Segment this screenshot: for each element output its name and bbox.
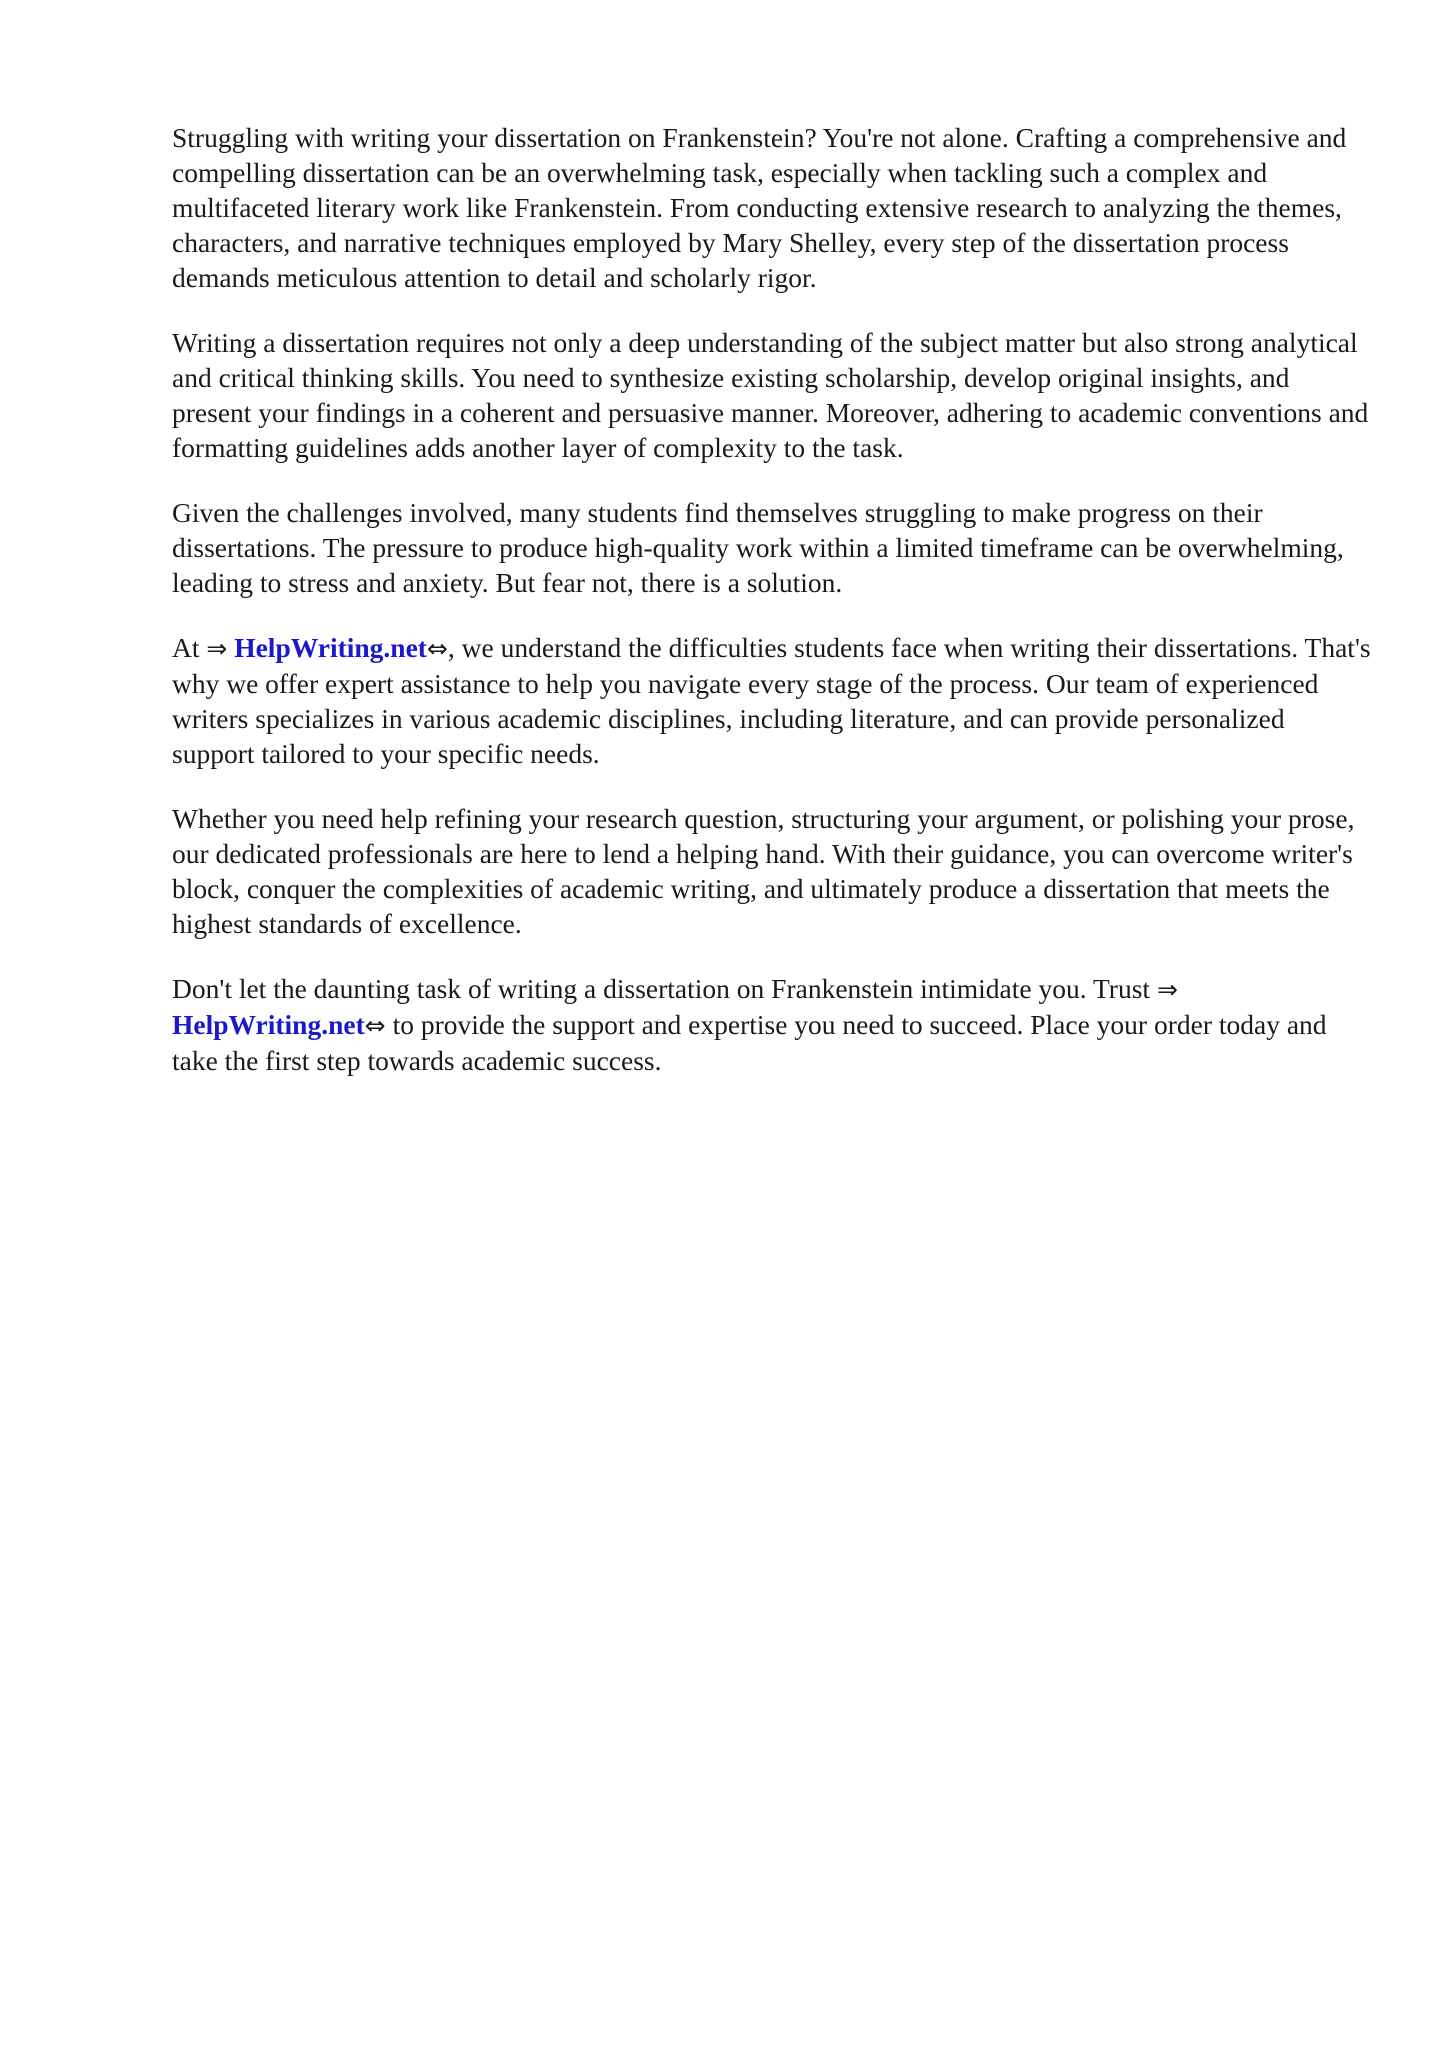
para6-suffix: to provide the support and expertise you need to succeed. Place your order today and take the first step towards academic success. bbox=[172, 1009, 1327, 1076]
paragraph-service bbox=[172, 630, 1372, 771]
right-arrow-icon: ⇒ bbox=[1156, 975, 1178, 1004]
helpwriting-link[interactable]: HelpWriting.net bbox=[234, 632, 427, 663]
left-right-arrow-icon: ⇔ bbox=[426, 634, 448, 663]
document-page bbox=[172, 120, 1372, 1108]
paragraph-requirements: Writing a dissertation requires not only a deep understanding of the subject matter but also strong analytical and critical thinking skills. You need to synthesize existing scholarship, develop original insights, and present your findings in a coherent and persuasive manner. Moreover, adhering to academic conventions and formatting guidelines adds another layer of complexity to the task. bbox=[172, 327, 1369, 463]
paragraph-intro: Struggling with writing your dissertation on Frankenstein? You're not alone. Crafting a comprehensive and compelling dissertation can be an overwhelming task, especially when tackling such a complex and multifaceted literary work like Frankenstein. From conducting extensive research to analyzing the themes, characters, and narrative techniques employed by Mary Shelley, every step of the dissertation process demands meticulous attention to detail and scholarly rigor. bbox=[172, 122, 1347, 293]
para6-prefix: Don't let the daunting task of writing a dissertation on Frankenstein intimidate you. Trust bbox=[172, 973, 1157, 1004]
right-arrow-icon: ⇒ bbox=[206, 634, 228, 663]
paragraph-help: Whether you need help refining your research question, structuring your argument, or polishing your prose, our dedicated professionals are here to lend a helping hand. With their guidance, you can overcome writer's block, conquer the complexities of academic writing, and ultimately produce a dissertation that meets the highest standards of excellence. bbox=[172, 803, 1355, 939]
para4-prefix: At bbox=[172, 632, 207, 663]
left-right-arrow-icon: ⇔ bbox=[364, 1011, 386, 1040]
para4-suffix: , we understand the difficulties students face when writing their dissertations. That's why we offer expert assistance to help you navigate every stage of the process. Our team of experienced writers specializes in various academic disciplines, including literature, and can provide personalized support tailored to your specific needs. bbox=[172, 632, 1371, 769]
paragraph-challenges: Given the challenges involved, many students find themselves struggling to make progress on their dissertations. The pressure to produce high-quality work within a limited timeframe can be overwhelming, leading to stress and anxiety. But fear not, there is a solution. bbox=[172, 497, 1344, 598]
helpwriting-link[interactable]: HelpWriting.net bbox=[172, 1009, 365, 1040]
paragraph-call-to-action bbox=[172, 971, 1372, 1078]
